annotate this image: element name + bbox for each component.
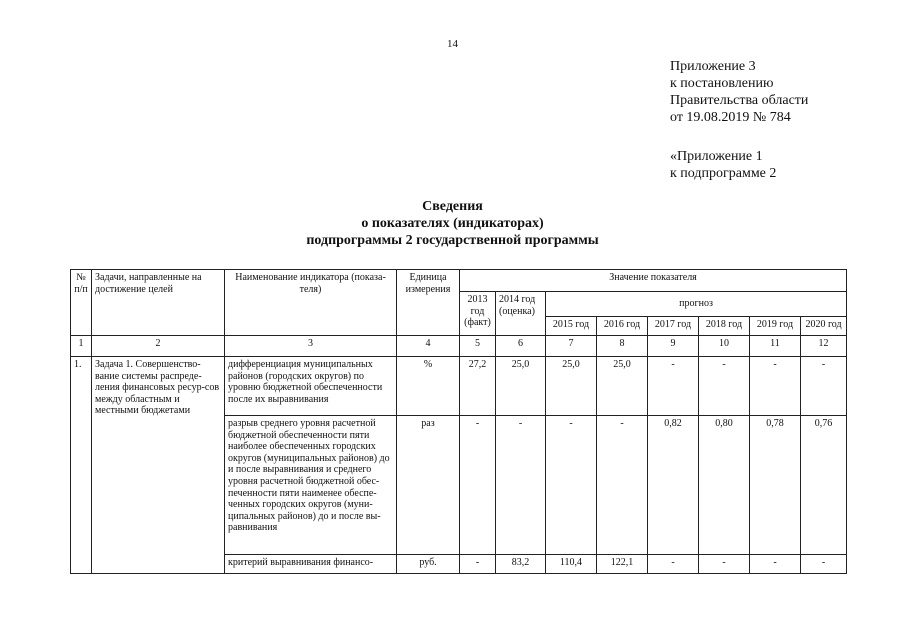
value-cell: 0,80 bbox=[699, 416, 750, 555]
value-cell: - bbox=[648, 555, 699, 574]
task-text: Задача 1. Совершенство-вание системы распреде-ления финансовых ресур-сов между областным и местными бюджетами bbox=[92, 357, 225, 574]
value-cell: 83,2 bbox=[496, 555, 546, 574]
table-row bbox=[71, 357, 847, 416]
value-cell: - bbox=[801, 357, 847, 416]
indicator-name: разрыв среднего уровня расчетной бюджетной обеспеченности пяти наиболее обеспеченных городских округов (муниципальных районов) до и после выравнивания и среднего уровня расчетной бюджетной обес-печенности пяти наименее обеспе-ченных городских округов (муни-ципальных районов) до и после вы-равнивания bbox=[225, 416, 397, 555]
value-cell: 0,76 bbox=[801, 416, 847, 555]
appendix-line: Приложение 3 bbox=[670, 59, 756, 74]
indicators-table bbox=[70, 269, 847, 574]
value-cell: 25,0 bbox=[597, 357, 648, 416]
value-cell: 27,2 bbox=[460, 357, 496, 416]
header-num: № п/п bbox=[71, 270, 92, 336]
unit-cell: руб. bbox=[397, 555, 460, 574]
value-cell: - bbox=[496, 416, 546, 555]
col-number: 3 bbox=[225, 336, 397, 357]
value-cell: - bbox=[648, 357, 699, 416]
header-value: Значение показателя bbox=[460, 270, 847, 292]
col-number: 7 bbox=[546, 336, 597, 357]
unit-cell: % bbox=[397, 357, 460, 416]
header-unit: Единица измерения bbox=[397, 270, 460, 336]
header-indicator: Наименование индикатора (показа-теля) bbox=[225, 270, 397, 336]
column-number-row bbox=[71, 336, 847, 357]
value-cell: - bbox=[699, 555, 750, 574]
indicator-name: дифференциация муниципальных районов (городских округов) по уровню бюджетной обеспеченности после их выравнивания bbox=[225, 357, 397, 416]
col-number: 6 bbox=[496, 336, 546, 357]
value-cell: - bbox=[750, 555, 801, 574]
value-cell: 25,0 bbox=[496, 357, 546, 416]
col-number: 1 bbox=[71, 336, 92, 357]
value-cell: - bbox=[460, 555, 496, 574]
col-number: 4 bbox=[397, 336, 460, 357]
value-cell: - bbox=[460, 416, 496, 555]
col-number: 8 bbox=[597, 336, 648, 357]
col-number: 2 bbox=[92, 336, 225, 357]
col-number: 10 bbox=[699, 336, 750, 357]
title-line: подпрограммы 2 государственной программы bbox=[306, 233, 599, 248]
col-number: 9 bbox=[648, 336, 699, 357]
appendix-line: к постановлению bbox=[670, 76, 774, 91]
value-cell: 25,0 bbox=[546, 357, 597, 416]
value-cell: - bbox=[699, 357, 750, 416]
header-year: 2017 год bbox=[648, 317, 699, 336]
sub-appendix-line: к подпрограмме 2 bbox=[670, 166, 777, 181]
col-number: 5 bbox=[460, 336, 496, 357]
col-number: 12 bbox=[801, 336, 847, 357]
header-year: 2015 год bbox=[546, 317, 597, 336]
header-year: 2016 год bbox=[597, 317, 648, 336]
appendix-header bbox=[670, 58, 808, 126]
header-2014: 2014 год (оценка) bbox=[496, 292, 546, 336]
header-2013: 2013 год (факт) bbox=[460, 292, 496, 336]
title-line: о показателях (индикаторах) bbox=[361, 216, 544, 231]
col-number: 11 bbox=[750, 336, 801, 357]
value-cell: 122,1 bbox=[597, 555, 648, 574]
header-task: Задачи, направленные на достижение целей bbox=[92, 270, 225, 336]
value-cell: - bbox=[546, 416, 597, 555]
appendix-line: Правительства области bbox=[670, 93, 809, 108]
value-cell: 0,82 bbox=[648, 416, 699, 555]
header-year: 2019 год bbox=[750, 317, 801, 336]
sub-appendix-header bbox=[670, 148, 776, 182]
value-cell: - bbox=[597, 416, 648, 555]
value-cell: - bbox=[750, 357, 801, 416]
value-cell: 0,78 bbox=[750, 416, 801, 555]
sub-appendix-line: «Приложение 1 bbox=[670, 149, 763, 164]
value-cell: - bbox=[801, 555, 847, 574]
title-line: Сведения bbox=[422, 199, 483, 214]
header-year: 2020 год bbox=[801, 317, 847, 336]
indicator-name: критерий выравнивания финансо- bbox=[225, 555, 397, 574]
appendix-line: от 19.08.2019 № 784 bbox=[670, 110, 791, 125]
document-title bbox=[0, 198, 905, 249]
header-year: 2018 год bbox=[699, 317, 750, 336]
page-number: 14 bbox=[447, 38, 458, 50]
task-number: 1. bbox=[71, 357, 92, 574]
header-forecast: прогноз bbox=[546, 292, 847, 317]
value-cell: 110,4 bbox=[546, 555, 597, 574]
unit-cell: раз bbox=[397, 416, 460, 555]
